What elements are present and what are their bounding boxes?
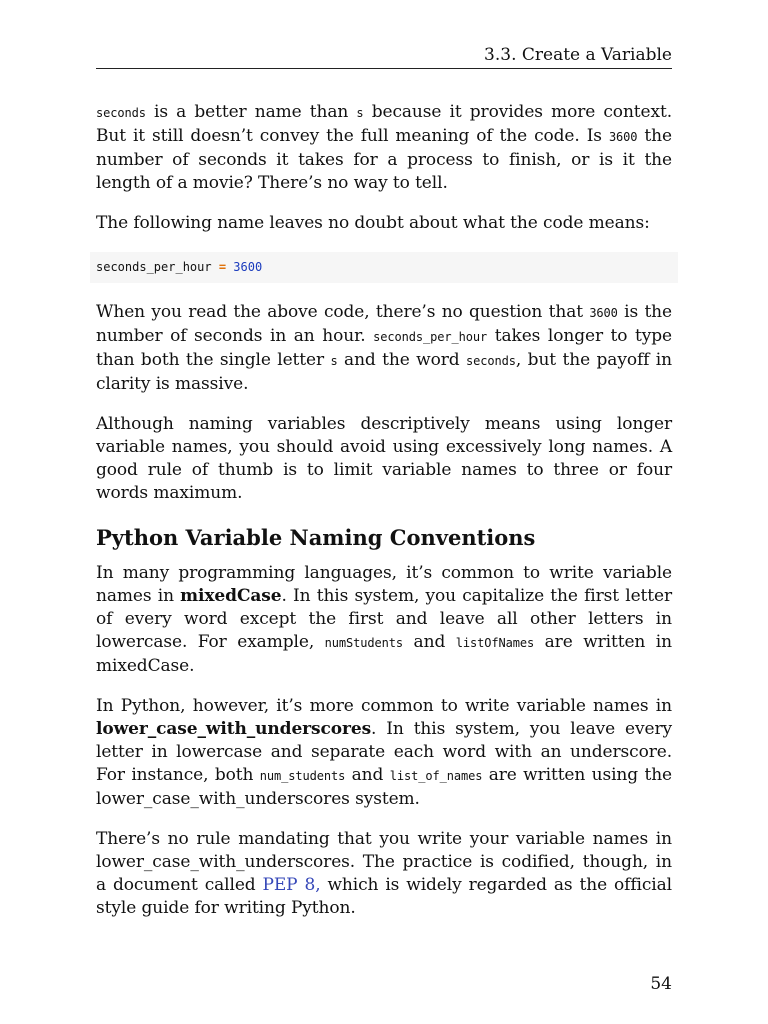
text: When you read the above code, there’s no question that xyxy=(96,302,590,322)
code-variable: seconds_per_hour xyxy=(96,260,212,274)
inline-code: listOfNames xyxy=(455,636,535,650)
text: Although naming variables descriptively means using longer variable names, you should avoid using excessively long names. A good rule of thumb is to limit variable names to three or four words maximum. xyxy=(96,414,672,503)
text: and xyxy=(403,632,456,652)
text: takes longer to type than both the single letter xyxy=(96,326,672,370)
page-content xyxy=(96,101,672,937)
inline-code: s xyxy=(356,106,364,120)
inline-code: 3600 xyxy=(608,130,638,144)
code-operator: = xyxy=(218,260,227,274)
text: . In this system, you leave every letter in lowercase and separate each word with an underscore. For instance, both xyxy=(96,719,672,785)
text: is a better name than xyxy=(145,102,357,122)
paragraph-seconds-context xyxy=(96,101,672,195)
inline-code: 3600 xyxy=(589,306,618,320)
inline-code: numStudents xyxy=(324,636,404,650)
inline-code: seconds xyxy=(466,354,516,368)
text: , but the payoff in clarity is massive. xyxy=(96,350,672,394)
paragraph-underscores xyxy=(96,695,672,811)
code-number: 3600 xyxy=(233,260,263,274)
code-block xyxy=(90,252,678,283)
text: and the word xyxy=(337,350,467,370)
bold-term: mixedCase xyxy=(180,586,282,606)
paragraph-seconds-per-hour xyxy=(96,301,672,396)
text: In Python, however, it’s more common to write variable names in xyxy=(96,696,672,716)
inline-code: s xyxy=(330,354,338,368)
running-header xyxy=(96,44,672,69)
text: are written in mixedCase. xyxy=(96,632,672,676)
paragraph-long-names xyxy=(96,413,672,505)
text: There’s no rule mandating that you write your variable names in lower_case_with_underscores. The practice is codified, though, in a document called xyxy=(96,829,672,895)
text: In many programming languages, it’s common to write variable names in xyxy=(96,563,672,606)
section-title: 3.3. Create a Variable xyxy=(484,45,672,65)
text: The following name leaves no doubt about what the code means: xyxy=(96,213,650,233)
paragraph-pep8 xyxy=(96,828,672,920)
text: and xyxy=(345,765,390,785)
text: is the number of seconds in an hour. xyxy=(96,302,672,346)
page-number: 54 xyxy=(650,974,672,994)
text: because it provides more context. But it still doesn’t convey the full meaning of the code. Is xyxy=(96,102,673,146)
section-heading: Python Variable Naming Conventions xyxy=(96,525,536,550)
paragraph-mixedcase xyxy=(96,562,672,678)
paragraph-intro-code xyxy=(96,212,672,235)
text: . In this system, you capitalize the first letter of every word except the first and leave all other letters in lowercase. For example, xyxy=(96,586,672,652)
text: which is widely regarded as the official style guide for writing Python. xyxy=(96,875,672,918)
bold-term: lower_case_with_underscores xyxy=(96,719,372,739)
text: the number of seconds it takes for a process to finish, or is it the length of a movie? There’s no way to tell. xyxy=(96,126,672,193)
inline-code: seconds_per_hour xyxy=(373,330,488,344)
inline-code: num_students xyxy=(259,769,346,783)
inline-code: seconds xyxy=(96,106,146,120)
text: are written using the lower_case_with_underscores system. xyxy=(96,765,673,809)
pep8-link[interactable]: PEP 8, xyxy=(262,875,321,895)
book-page xyxy=(96,0,672,1024)
inline-code: list_of_names xyxy=(389,769,483,783)
